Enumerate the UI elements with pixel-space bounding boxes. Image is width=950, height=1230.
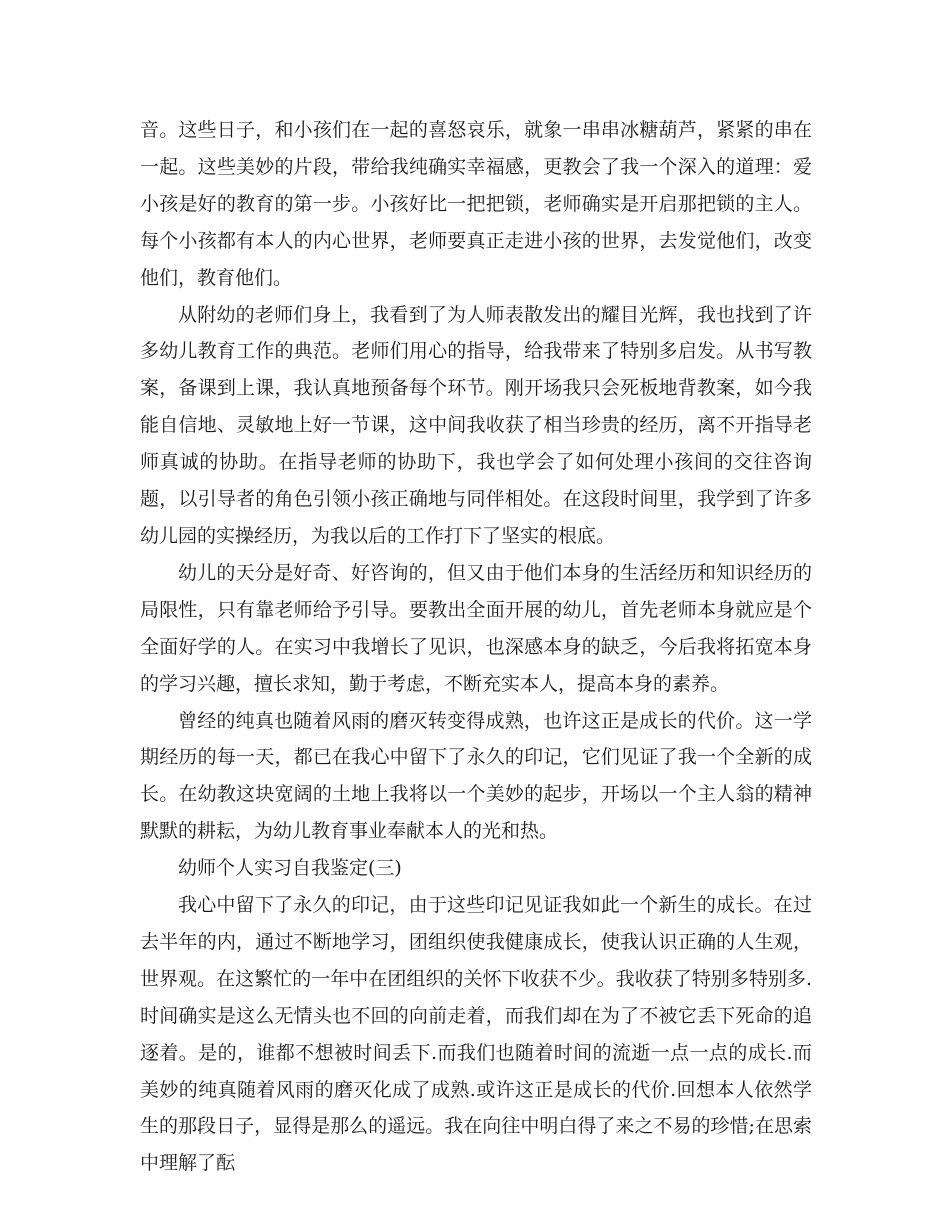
document-page <box>140 112 812 1182</box>
paragraph-continued: 音。这些日子，和小孩们在一起的喜怒哀乐，就象一串串冰糖葫芦，紧紧的串在一起。这些美妙的片段，带给我纯确实幸福感，更教会了我一个深入的道理：爱小孩是好的教育的第一步。小孩好比一把把锁，老师确实是开启那把锁的主人。每个小孩都有本人的内心世界，老师要真正走进小孩的世界，去发觉他们，改变他们，教育他们。 <box>140 119 812 289</box>
paragraph: 幼儿的天分是好奇、好咨询的，但又由于他们本身的生活经历和知识经历的局限性，只有靠老师给予引导。要教出全面开展的幼儿，首先老师本身就应是个全面好学的人。在实习中我增长了见识，也深感本身的缺乏，今后我将拓宽本身的学习兴趣，擅长求知，勤于考虑，不断充实本人，提高本身的素养。 <box>140 561 812 695</box>
paragraph: 曾经的纯真也随着风雨的磨灭转变得成熟，也许这正是成长的代价。这一学期经历的每一天，都已在我心中留下了永久的印记，它们见证了我一个全新的成长。在幼教这块宽阔的土地上我将以一个美妙的起步，开场以一个主人翁的精神默默的耕耘，为幼儿教育事业奉献本人的光和热。 <box>140 709 812 843</box>
paragraph: 从附幼的老师们身上，我看到了为人师表散发出的耀目光辉，我也找到了许多幼儿教育工作的典范。老师们用心的指导，给我带来了特别多启发。从书写教案，备课到上课，我认真地预备每个环节。刚开场我只会死板地背教案，如今我能自信地、灵敏地上好一节课，这中间我收获了相当珍贵的经历，离不开指导老师真诚的协助。在指导老师的协助下，我也学会了如何处理小孩间的交往咨询题，以引导者的角色引领小孩正确地与同伴相处。在这段时间里，我学到了许多幼儿园的实操经历，为我以后的工作打下了坚实的根底。 <box>140 303 812 547</box>
paragraph: 我心中留下了永久的印记，由于这些印记见证我如此一个新生的成长。在过去半年的内，通过不断地学习，团组织使我健康成长，使我认识正确的人生观，世界观。在这繁忙的一年中在团组织的关怀下收获不少。我收获了特别多特别多.时间确实是这么无情头也不回的向前走着，而我们却在为了不被它丢下死命的追逐着。是的，谁都不想被时间丢下.而我们也随着时间的流逝一点一点的成长.而美妙的纯真随着风雨的磨灭化成了成熟.或许这正是成长的代价.回想本人依然学生的那段日子，显得是那么的遥远。我在向往中明白得了来之不易的珍惜;在思索中理解了酝 <box>140 894 812 1175</box>
section-title: 幼师个人实习自我鉴定(三) <box>178 857 402 880</box>
